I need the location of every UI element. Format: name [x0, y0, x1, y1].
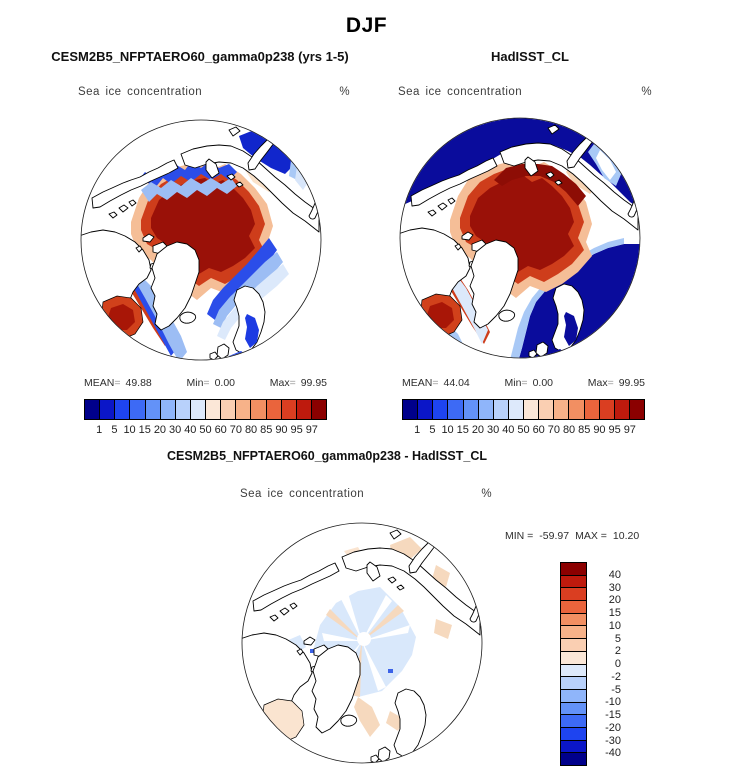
colorbar-cell [560, 651, 587, 665]
colorbar-tick-label: 1 [414, 424, 421, 436]
colorbar-tick-label: 40 [502, 424, 515, 436]
colorbar-cell [560, 638, 587, 652]
max-value: 10.20 [612, 530, 640, 542]
colorbar-cell [568, 399, 584, 420]
units-label: % [339, 86, 350, 98]
colorbar-cell [523, 399, 539, 420]
colorbar-tick-label: 40 [608, 568, 621, 581]
colorbar-tick-label: 1 [96, 424, 103, 436]
colorbar-cell [560, 740, 587, 754]
colorbar-tick-label: 70 [229, 424, 242, 436]
field-label: Sea ice concentration [240, 488, 365, 500]
panel-title-diff: CESM2B5_NFPTAERO60_gamma0p238 - HadISST_CL [166, 449, 487, 463]
colorbar-tick-label: 30 [487, 424, 500, 436]
colorbar-cell [560, 664, 587, 678]
colorbar-cell [584, 399, 600, 420]
colorbar-cell [296, 399, 312, 420]
colorbar-cell [560, 562, 587, 576]
colorbar-tick-label: -10 [605, 696, 621, 709]
colorbar-tick-label: -15 [605, 709, 621, 721]
colorbar-cell [220, 399, 236, 420]
colorbar-cell [560, 702, 587, 716]
colorbar-tick-label: 90 [275, 424, 288, 436]
colorbar-cell [560, 752, 587, 766]
colorbar-tick-label: 95 [608, 424, 621, 436]
colorbar-cell [538, 399, 554, 420]
min-label: MIN = [505, 530, 534, 542]
colorbar-tick-label: 40 [184, 424, 197, 436]
colorbar-cell [508, 399, 524, 420]
colorbar-cell [190, 399, 206, 420]
colorbar-cell [402, 399, 418, 420]
colorbar-cell [560, 714, 587, 728]
obs-map [398, 116, 642, 360]
panel-title-obs: HadISST_CL [490, 49, 569, 64]
model-map-field [79, 118, 323, 362]
stats-diff [505, 530, 639, 542]
max-value: 99.95 [300, 377, 327, 389]
mean-value: 44.04 [443, 377, 470, 389]
colorbar-tick-label: 30 [169, 424, 182, 436]
field-row-model [78, 86, 350, 98]
colorbar-tick-label: 5 [614, 632, 621, 645]
colorbar-tick-label: 80 [562, 424, 576, 436]
min-value: 0.00 [214, 377, 235, 389]
colorbar-cell [145, 399, 161, 420]
colorbar-cell [160, 399, 176, 420]
colorbar-cell [560, 600, 587, 614]
min-value: -59.97 [539, 530, 570, 542]
colorbar-cell [281, 399, 297, 420]
field-label: Sea ice concentration [78, 86, 203, 98]
min-value: 0.00 [532, 377, 553, 389]
colorbar-tick-label: 5 [111, 424, 118, 436]
colorbar-cell [250, 399, 266, 420]
colorbar-cell [629, 399, 645, 420]
colorbar-tick-label: 20 [608, 594, 621, 607]
colorbar-tick-label: 60 [532, 424, 545, 436]
field-label: Sea ice concentration [398, 86, 523, 98]
colorbar-ticks-diff [591, 562, 621, 766]
colorbar-cell [205, 399, 221, 420]
colorbar-diff [560, 562, 587, 766]
colorbar-tick-label: 10 [441, 424, 454, 436]
colorbar-cell [614, 399, 630, 420]
mean-value: 49.88 [125, 377, 152, 389]
model-map [79, 118, 323, 362]
panel-title-model: CESM2B5_NFPTAERO60_gamma0p238 (yrs 1-5) [51, 49, 349, 64]
colorbar-tick-label: 95 [290, 424, 303, 436]
colorbar-cell [463, 399, 479, 420]
colorbar-tick-label: 30 [608, 581, 621, 594]
diff-map-field [240, 521, 484, 765]
colorbar-cell [560, 613, 587, 627]
colorbar-tick-label: 85 [260, 424, 273, 436]
colorbar-tick-label: 97 [305, 424, 318, 436]
max-value: 99.95 [618, 377, 645, 389]
colorbar-cell [553, 399, 569, 420]
diff-map [240, 521, 484, 765]
page-title: DJF [345, 14, 388, 37]
colorbar-cell [560, 575, 587, 589]
colorbar-tick-label: 10 [123, 424, 136, 436]
units-label: % [481, 488, 492, 500]
colorbar-tick-label: -5 [611, 683, 621, 696]
colorbar-cell [114, 399, 130, 420]
field-row-obs [398, 86, 652, 98]
colorbar-cell [432, 399, 448, 420]
colorbar-cell [235, 399, 251, 420]
colorbar-tick-label: 50 [199, 424, 212, 436]
colorbar-cell [266, 399, 282, 420]
colorbar-tick-label: -2 [611, 670, 621, 683]
colorbar-cell [560, 689, 587, 703]
colorbar-cell [311, 399, 327, 420]
colorbar-cell [84, 399, 100, 420]
colorbar-cell [175, 399, 191, 420]
colorbar-cell [478, 399, 494, 420]
colorbar-tick-label: 15 [608, 607, 621, 619]
colorbar-tick-label: 50 [517, 424, 530, 436]
colorbar-tick-label: 20 [153, 424, 167, 436]
colorbar-tick-label: 60 [214, 424, 227, 436]
colorbar-cell [560, 625, 587, 639]
stats-model: MEAN= 49.88 Min= 0.00 Max= 99.95 [84, 377, 327, 389]
colorbar-cell [447, 399, 463, 420]
colorbar-tick-label: -30 [605, 734, 621, 747]
colorbar-cell [599, 399, 615, 420]
colorbar-tick-label: -20 [605, 721, 621, 734]
colorbar-ticks-model [84, 424, 327, 437]
colorbar-cell [99, 399, 115, 420]
colorbar-cell [560, 587, 587, 601]
colorbar-cell [560, 676, 587, 690]
colorbar-ticks-obs [402, 424, 645, 437]
colorbar-model [84, 399, 327, 420]
colorbar-tick-label: -40 [605, 747, 621, 760]
colorbar-cell [560, 727, 587, 741]
colorbar-tick-label: 5 [429, 424, 436, 436]
colorbar-tick-label: 97 [623, 424, 636, 436]
obs-map-field [398, 116, 642, 360]
colorbar-tick-label: 15 [138, 424, 151, 436]
colorbar-cell [129, 399, 145, 420]
max-label: MAX = [575, 530, 607, 542]
colorbar-tick-label: 70 [547, 424, 560, 436]
colorbar-cell [417, 399, 433, 420]
colorbar-cell [493, 399, 509, 420]
colorbar-tick-label: 90 [593, 424, 606, 436]
colorbar-tick-label: 85 [578, 424, 591, 436]
field-row-diff [240, 488, 492, 500]
colorbar-tick-label: 20 [471, 424, 485, 436]
colorbar-tick-label: 80 [244, 424, 258, 436]
stats-obs: MEAN= 44.04 Min= 0.00 Max= 99.95 [402, 377, 645, 389]
colorbar-tick-label: 2 [614, 645, 621, 658]
colorbar-tick-label: 0 [614, 658, 621, 670]
colorbar-tick-label: 10 [608, 619, 621, 632]
colorbar-tick-label: 15 [456, 424, 469, 436]
units-label: % [641, 86, 652, 98]
colorbar-obs [402, 399, 645, 420]
